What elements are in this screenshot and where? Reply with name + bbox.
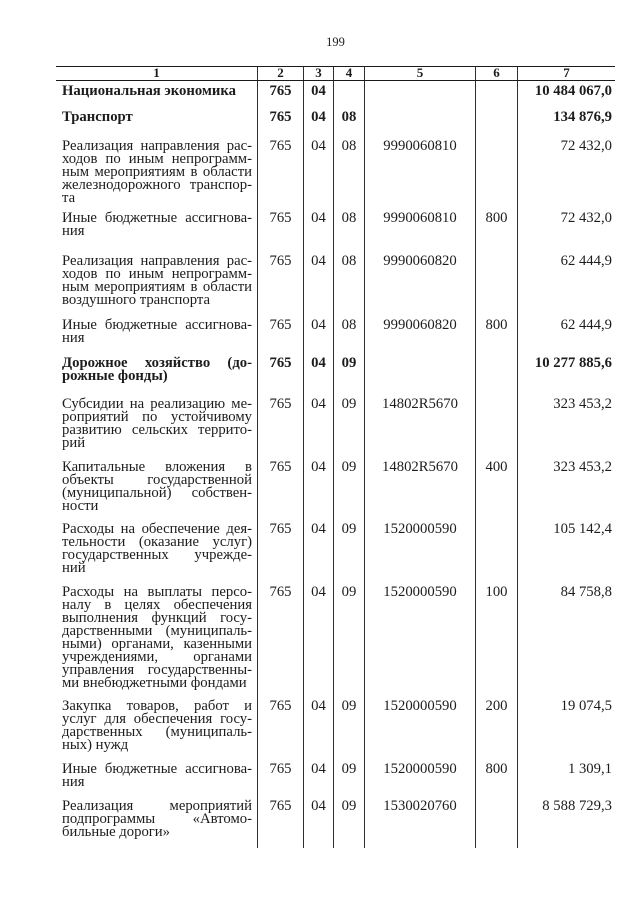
table-row	[56, 209, 615, 255]
section-code: 04	[304, 212, 334, 255]
expense-type-code	[476, 398, 518, 461]
header-cell-2: 2	[258, 67, 304, 80]
table-row	[56, 797, 615, 849]
section-code: 04	[304, 398, 334, 461]
table-row	[56, 583, 615, 700]
description-line: ния	[62, 222, 85, 239]
table-row	[56, 316, 615, 357]
row-description	[56, 520, 258, 586]
description-line: управления государственны-	[62, 661, 252, 678]
description-line: подпрограммы «Автомо-	[62, 810, 252, 827]
description-line: Иные бюджетные ассигнова-	[62, 760, 252, 777]
target-item-code	[365, 111, 476, 140]
description-line: ния	[62, 329, 85, 346]
target-item-code: 1530020760	[365, 800, 476, 849]
target-item-code: 1520000590	[365, 523, 476, 586]
table-row	[56, 108, 615, 140]
description-line: ных) нужд	[62, 736, 129, 753]
amount: 62 444,9	[560, 316, 612, 333]
amount: 323 453,2	[553, 458, 612, 475]
amount: 10 484 067,0	[534, 82, 612, 99]
header-cell-5: 5	[365, 67, 476, 80]
description-line: рожные фонды)	[62, 367, 168, 384]
row-description	[56, 316, 258, 357]
department-code: 765	[258, 111, 304, 140]
table-row	[56, 760, 615, 800]
target-item-code: 14802R5670	[365, 461, 476, 523]
department-code: 765	[258, 523, 304, 586]
target-item-code	[365, 357, 476, 398]
department-code: 765	[258, 140, 304, 212]
description-line: железнодорожного транспор-	[62, 176, 252, 193]
row-description	[56, 697, 258, 763]
row-description	[56, 583, 258, 700]
page-number: 199	[326, 35, 345, 49]
row-description	[56, 395, 258, 461]
description-line: роприятий по устойчивому	[62, 408, 252, 425]
table-row	[56, 697, 615, 763]
description-line: учреждениями, органами	[62, 648, 252, 665]
section-code: 04	[304, 319, 334, 357]
target-item-code: 9990060810	[365, 140, 476, 212]
description-line: Дорожное хозяйство (до-	[62, 354, 252, 371]
budget-table	[56, 66, 615, 848]
expense-type-code	[476, 800, 518, 849]
department-code: 765	[258, 763, 304, 800]
description-line: Транспорт	[62, 108, 133, 125]
section-code: 04	[304, 81, 334, 111]
subsection-code: 09	[334, 398, 365, 461]
section-code: 04	[304, 357, 334, 398]
description-line: ности	[62, 497, 99, 514]
description-line: та	[62, 189, 76, 206]
amount: 134 876,9	[553, 108, 612, 125]
description-line: ным мероприятиям в области	[62, 163, 252, 180]
section-code: 04	[304, 700, 334, 763]
expense-type-code: 100	[476, 586, 518, 700]
expense-type-code: 800	[476, 212, 518, 255]
section-code: 04	[304, 586, 334, 700]
description-line: Иные бюджетные ассигнова-	[62, 209, 252, 226]
table-row	[56, 137, 615, 212]
row-description	[56, 108, 258, 140]
description-line: Реализация направления рас-	[62, 137, 252, 154]
description-line: дарственных (муниципаль-	[62, 723, 252, 740]
target-item-code: 9990060820	[365, 319, 476, 357]
subsection-code	[334, 81, 365, 111]
expense-type-code	[476, 357, 518, 398]
description-line: Реализация мероприятий	[62, 797, 252, 814]
description-line: объекты государственной	[62, 471, 252, 488]
subsection-code: 08	[334, 140, 365, 212]
description-line: Иные бюджетные ассигнова-	[62, 316, 252, 333]
amount: 72 432,0	[560, 209, 612, 226]
header-cell-7: 7	[563, 65, 570, 80]
department-code: 765	[258, 398, 304, 461]
amount: 1 309,1	[567, 760, 612, 777]
description-line: Капитальные вложения в	[62, 458, 252, 475]
row-description	[56, 458, 258, 523]
target-item-code: 1520000590	[365, 586, 476, 700]
section-code: 04	[304, 523, 334, 586]
table-body	[56, 81, 615, 848]
description-line: Расходы на обеспечение дея-	[62, 520, 252, 537]
description-line: ний	[62, 559, 86, 576]
amount: 10 277 885,6	[534, 354, 612, 371]
table-row	[56, 395, 615, 461]
amount: 323 453,2	[553, 395, 612, 412]
department-code: 765	[258, 81, 304, 111]
department-code: 765	[258, 319, 304, 357]
subsection-code: 09	[334, 461, 365, 523]
subsection-code: 08	[334, 212, 365, 255]
target-item-code: 1520000590	[365, 763, 476, 800]
target-item-code: 14802R5670	[365, 398, 476, 461]
target-item-code	[365, 81, 476, 111]
row-description	[56, 209, 258, 255]
expense-type-code: 400	[476, 461, 518, 523]
description-line: ными) органами, казенными	[62, 635, 252, 652]
description-line: тельности (оказание услуг)	[62, 533, 252, 550]
header-cell-6: 6	[476, 67, 518, 80]
subsection-code: 09	[334, 586, 365, 700]
amount: 84 758,8	[560, 583, 612, 600]
description-line: ным мероприятиям в области	[62, 278, 252, 295]
expense-type-code	[476, 140, 518, 212]
table-row	[56, 520, 615, 586]
description-line: Закупка товаров, работ и	[62, 697, 252, 714]
target-item-code: 1520000590	[365, 700, 476, 763]
description-line: выполнения функций госу-	[62, 609, 252, 626]
table-row	[56, 354, 615, 398]
section-code: 04	[304, 111, 334, 140]
row-description	[56, 760, 258, 800]
description-line: развитию сельских террито-	[62, 421, 252, 438]
description-line: ходов по иным непрограмм-	[62, 265, 252, 282]
subsection-code: 09	[334, 800, 365, 849]
amount: 72 432,0	[560, 137, 612, 154]
table-row	[56, 252, 615, 319]
department-code: 765	[258, 461, 304, 523]
amount: 62 444,9	[560, 252, 612, 269]
section-code: 04	[304, 461, 334, 523]
row-description	[56, 81, 258, 111]
description-line: Реализация направления рас-	[62, 252, 252, 269]
section-code: 04	[304, 255, 334, 319]
row-description	[56, 137, 258, 212]
table-row	[56, 81, 615, 111]
department-code: 765	[258, 700, 304, 763]
amount: 19 074,5	[560, 697, 612, 714]
description-line: (муниципальной) собствен-	[62, 484, 252, 501]
subsection-code: 08	[334, 255, 365, 319]
header-cell-1: 1	[56, 67, 258, 80]
header-cell-3: 3	[304, 67, 334, 80]
description-line: ния	[62, 773, 85, 790]
description-line: Субсидии на реализацию ме-	[62, 395, 252, 412]
section-code: 04	[304, 763, 334, 800]
description-line: Национальная экономика	[62, 82, 236, 99]
target-item-code: 9990060810	[365, 212, 476, 255]
description-line: налу в целях обеспечения	[62, 596, 252, 613]
subsection-code: 09	[334, 700, 365, 763]
description-line: воздушного транспорта	[62, 291, 211, 308]
description-line: рий	[62, 434, 86, 451]
description-line: дарственными (муниципаль-	[62, 622, 252, 639]
description-line: ми внебюджетными фондами	[62, 674, 247, 691]
expense-type-code: 200	[476, 700, 518, 763]
header-cell-4: 4	[334, 67, 365, 80]
description-line: ходов по иным непрограмм-	[62, 150, 252, 167]
expense-type-code	[476, 81, 518, 111]
expense-type-code	[476, 111, 518, 140]
table-header-row	[56, 66, 615, 81]
table-row	[56, 458, 615, 523]
subsection-code: 09	[334, 357, 365, 398]
subsection-code: 09	[334, 523, 365, 586]
description-line: государственных учрежде-	[62, 546, 252, 563]
subsection-code: 08	[334, 319, 365, 357]
description-line: Расходы на выплаты персо-	[62, 583, 252, 600]
subsection-code: 08	[334, 111, 365, 140]
department-code: 765	[258, 212, 304, 255]
expense-type-code: 800	[476, 319, 518, 357]
amount: 105 142,4	[553, 520, 612, 537]
section-code: 04	[304, 140, 334, 212]
expense-type-code	[476, 523, 518, 586]
department-code: 765	[258, 255, 304, 319]
amount: 8 588 729,3	[542, 797, 612, 814]
department-code: 765	[258, 586, 304, 700]
expense-type-code: 800	[476, 763, 518, 800]
department-code: 765	[258, 800, 304, 849]
target-item-code: 9990060820	[365, 255, 476, 319]
description-line: услуг для обеспечения госу-	[62, 710, 252, 727]
row-description	[56, 252, 258, 319]
row-description	[56, 354, 258, 398]
department-code: 765	[258, 357, 304, 398]
description-line: бильные дороги»	[62, 823, 171, 840]
row-description	[56, 797, 258, 849]
subsection-code: 09	[334, 763, 365, 800]
section-code: 04	[304, 800, 334, 849]
expense-type-code	[476, 255, 518, 319]
